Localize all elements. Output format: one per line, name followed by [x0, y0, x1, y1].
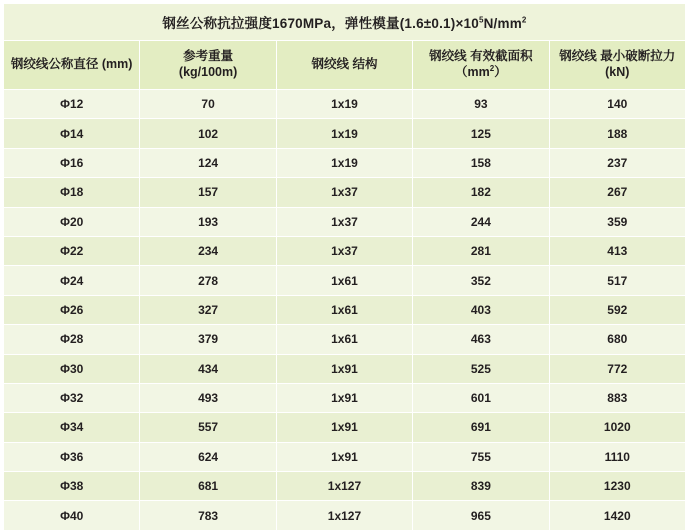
cell-diameter: Φ22: [4, 236, 140, 265]
cell-weight: 193: [140, 207, 276, 236]
cell-structure: 1x19: [276, 119, 412, 148]
cell-diameter: Φ34: [4, 413, 140, 442]
cell-structure: 1x19: [276, 148, 412, 177]
cell-weight: 124: [140, 148, 276, 177]
table-row: [4, 383, 686, 412]
cell-breaking-force: 237: [549, 148, 685, 177]
table-title: [4, 4, 686, 41]
table-row: [4, 295, 686, 324]
cell-diameter: Φ14: [4, 119, 140, 148]
cell-section-area: 125: [413, 119, 549, 148]
cell-diameter: Φ16: [4, 148, 140, 177]
cell-diameter: Φ38: [4, 472, 140, 501]
column-header-section-area-pre: 钢绞线 有效截面积（mm: [429, 49, 533, 79]
cell-breaking-force: 413: [549, 236, 685, 265]
column-header-section-area-post: ）: [494, 65, 507, 79]
table-row: [4, 354, 686, 383]
cell-structure: 1x61: [276, 266, 412, 295]
cell-weight: 157: [140, 178, 276, 207]
table-row: [4, 442, 686, 471]
cell-diameter: Φ36: [4, 442, 140, 471]
cell-breaking-force: 517: [549, 266, 685, 295]
cell-section-area: 463: [413, 325, 549, 354]
table-row: [4, 119, 686, 148]
cell-diameter: Φ32: [4, 383, 140, 412]
cell-structure: 1x37: [276, 236, 412, 265]
cell-section-area: 525: [413, 354, 549, 383]
cell-breaking-force: 359: [549, 207, 685, 236]
cell-weight: 783: [140, 501, 276, 530]
column-header-breaking-force: 钢绞线 最小破断拉力 (kN): [549, 41, 685, 90]
table-title-text-pre: 钢丝公称抗拉强度1670MPa，弹性模量(1.6±0.1)×10: [162, 16, 479, 31]
cell-breaking-force: 1020: [549, 413, 685, 442]
column-header-weight-line1: 参考重量: [183, 49, 234, 64]
cell-section-area: 158: [413, 148, 549, 177]
cell-breaking-force: 592: [549, 295, 685, 324]
cell-weight: 557: [140, 413, 276, 442]
cell-section-area: 244: [413, 207, 549, 236]
cell-breaking-force: 140: [549, 90, 685, 119]
cell-weight: 278: [140, 266, 276, 295]
cell-breaking-force: 680: [549, 325, 685, 354]
table-row: [4, 501, 686, 530]
table-row: [4, 236, 686, 265]
cell-breaking-force: 188: [549, 119, 685, 148]
cell-structure: 1x91: [276, 383, 412, 412]
cell-structure: 1x61: [276, 325, 412, 354]
table-row: [4, 148, 686, 177]
table-row: [4, 325, 686, 354]
cell-structure: 1x127: [276, 472, 412, 501]
cell-breaking-force: 1230: [549, 472, 685, 501]
cell-breaking-force: 772: [549, 354, 685, 383]
cell-diameter: Φ18: [4, 178, 140, 207]
cell-breaking-force: 267: [549, 178, 685, 207]
table-row: [4, 207, 686, 236]
spec-table-container: [0, 3, 689, 523]
steel-strand-spec-table: [3, 3, 686, 531]
cell-weight: 434: [140, 354, 276, 383]
column-header-diameter: 钢绞线公称直径 (mm): [4, 41, 140, 90]
cell-section-area: 965: [413, 501, 549, 530]
cell-weight: 327: [140, 295, 276, 324]
cell-section-area: 281: [413, 236, 549, 265]
cell-structure: 1x61: [276, 295, 412, 324]
cell-diameter: Φ28: [4, 325, 140, 354]
cell-structure: 1x127: [276, 501, 412, 530]
cell-weight: 379: [140, 325, 276, 354]
cell-diameter: Φ24: [4, 266, 140, 295]
cell-section-area: 403: [413, 295, 549, 324]
cell-diameter: Φ40: [4, 501, 140, 530]
table-title-unit-exponent: 2: [521, 15, 527, 25]
column-header-section-area: [413, 41, 549, 90]
cell-breaking-force: 1420: [549, 501, 685, 530]
cell-section-area: 839: [413, 472, 549, 501]
cell-diameter: Φ26: [4, 295, 140, 324]
cell-section-area: 601: [413, 383, 549, 412]
cell-weight: 624: [140, 442, 276, 471]
table-row: [4, 472, 686, 501]
cell-structure: 1x91: [276, 413, 412, 442]
cell-structure: 1x37: [276, 178, 412, 207]
cell-breaking-force: 1110: [549, 442, 685, 471]
table-title-row: [4, 4, 686, 41]
table-row: [4, 413, 686, 442]
table-row: [4, 178, 686, 207]
cell-weight: 234: [140, 236, 276, 265]
table-row: [4, 90, 686, 119]
column-header-section-area-exponent: 2: [489, 63, 495, 73]
cell-section-area: 182: [413, 178, 549, 207]
cell-diameter: Φ12: [4, 90, 140, 119]
cell-weight: 70: [140, 90, 276, 119]
cell-structure: 1x91: [276, 354, 412, 383]
cell-diameter: Φ30: [4, 354, 140, 383]
cell-diameter: Φ20: [4, 207, 140, 236]
cell-breaking-force: 883: [549, 383, 685, 412]
cell-section-area: 352: [413, 266, 549, 295]
column-header-structure: 钢绞线 结构: [276, 41, 412, 90]
cell-section-area: 755: [413, 442, 549, 471]
table-row: [4, 266, 686, 295]
cell-weight: 102: [140, 119, 276, 148]
cell-structure: 1x91: [276, 442, 412, 471]
cell-structure: 1x19: [276, 90, 412, 119]
table-title-text-mid: N/mm: [483, 16, 522, 31]
column-header-weight-line2: (kg/100m): [178, 65, 238, 79]
cell-weight: 493: [140, 383, 276, 412]
column-header-weight: [140, 41, 276, 90]
table-header-row: [4, 41, 686, 90]
cell-section-area: 93: [413, 90, 549, 119]
cell-section-area: 691: [413, 413, 549, 442]
cell-structure: 1x37: [276, 207, 412, 236]
cell-weight: 681: [140, 472, 276, 501]
table-title-exponent: 5: [478, 15, 484, 25]
